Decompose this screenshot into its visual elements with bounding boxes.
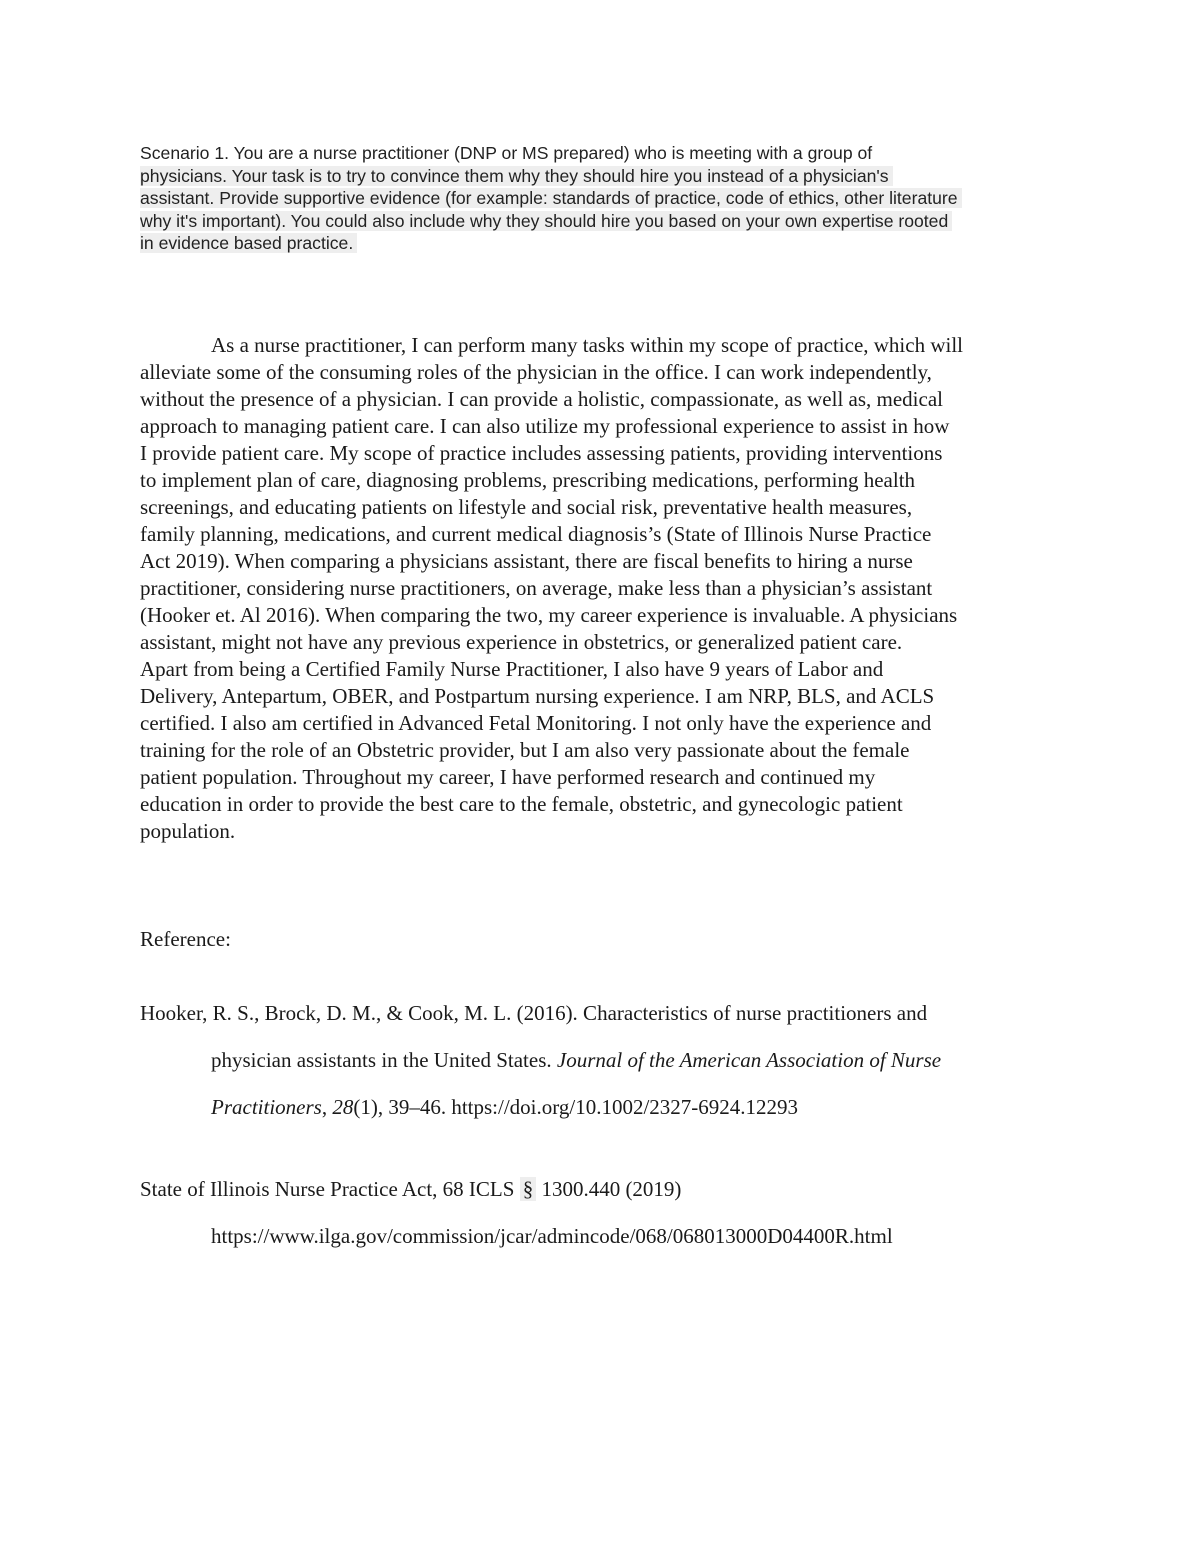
reference-heading: Reference:	[140, 927, 231, 951]
essay-line: certified. I also am certified in Advanced Fetal Monitoring. I not only have the experience and	[140, 711, 932, 735]
reference-line: Practitioners, 28(1), 39–46. https://doi.org/10.1002/2327-6924.12293	[211, 1095, 799, 1119]
section-symbol: §	[520, 1177, 537, 1201]
scenario-line: assistant. Provide supportive evidence (for example: standards of practice, code of ethics, other literature	[140, 187, 1070, 210]
essay-line: Act 2019). When comparing a physicians assistant, there are fiscal benefits to hiring a nurse	[140, 549, 913, 573]
essay-line: family planning, medications, and current medical diagnosis’s (State of Illinois Nurse Practice	[140, 522, 932, 546]
reference-line: State of Illinois Nurse Practice Act, 68 ICLS § 1300.440 (2019)	[140, 1177, 682, 1201]
doi-text: (1), 39–46. https://doi.org/10.1002/2327-6924.12293	[353, 1095, 799, 1119]
essay-line: screenings, and educating patients on lifestyle and social risk, preventative health measures,	[140, 495, 913, 519]
reference-illinois	[140, 1166, 1080, 1260]
scenario-line: Scenario 1. You are a nurse practitioner (DNP or MS prepared) who is meeting with a group of	[140, 143, 873, 163]
essay-line: Delivery, Antepartum, OBER, and Postpartum nursing experience. I am NRP, BLS, and ACLS	[140, 684, 935, 708]
essay-line: training for the role of an Obstetric provider, but I am also very passionate about the female	[140, 738, 910, 762]
essay-line: without the presence of a physician. I can provide a holistic, compassionate, as well as, medical	[140, 387, 943, 411]
essay-line: patient population. Throughout my career, I have performed research and continued my	[140, 765, 876, 789]
essay-line: to implement plan of care, diagnosing problems, prescribing medications, performing health	[140, 468, 916, 492]
essay-line: (Hooker et. Al 2016). When comparing the two, my career experience is invaluable. A physicians	[140, 603, 958, 627]
essay-line: As a nurse practitioner, I can perform many tasks within my scope of practice, which will	[211, 333, 964, 357]
reference-line: physician assistants in the United States. Journal of the American Association of Nurse	[211, 1048, 942, 1072]
journal-title-cont: Practitioners	[211, 1095, 322, 1119]
reference-url: https://www.ilga.gov/commission/jcar/admincode/068/068013000D04400R.html	[211, 1224, 893, 1248]
essay-line: population.	[140, 819, 236, 843]
reference-hooker	[140, 990, 1080, 1131]
essay-line: practitioner, considering nurse practitioners, on average, make less than a physician’s assistant	[140, 576, 933, 600]
essay-paragraph	[140, 332, 1070, 845]
essay-line: alleviate some of the consuming roles of the physician in the office. I can work independently,	[140, 360, 932, 384]
scenario-line: in evidence based practice.	[140, 232, 1070, 255]
essay-line: I provide patient care. My scope of practice includes assessing patients, providing interventions	[140, 441, 943, 465]
essay-line: education in order to provide the best care to the female, obstetric, and gynecologic patient	[140, 792, 903, 816]
essay-line: approach to managing patient care. I can also utilize my professional experience to assist in how	[140, 414, 950, 438]
scenario-line: why it's important). You could also include why they should hire you based on your own expertise rooted	[140, 210, 1070, 233]
scenario-prompt	[140, 142, 1070, 255]
journal-title: Journal of the American Association of Nurse	[556, 1048, 942, 1072]
essay-line: assistant, might not have any previous experience in obstetrics, or generalized patient care.	[140, 630, 903, 654]
scenario-line: physicians. Your task is to try to convince them why they should hire you instead of a physician's	[140, 165, 1070, 188]
reference-line: Hooker, R. S., Brock, D. M., & Cook, M. L. (2016). Characteristics of nurse practitioners and	[140, 1001, 928, 1025]
journal-volume: 28	[332, 1095, 354, 1119]
essay-line: Apart from being a Certified Family Nurse Practitioner, I also have 9 years of Labor and	[140, 657, 884, 681]
